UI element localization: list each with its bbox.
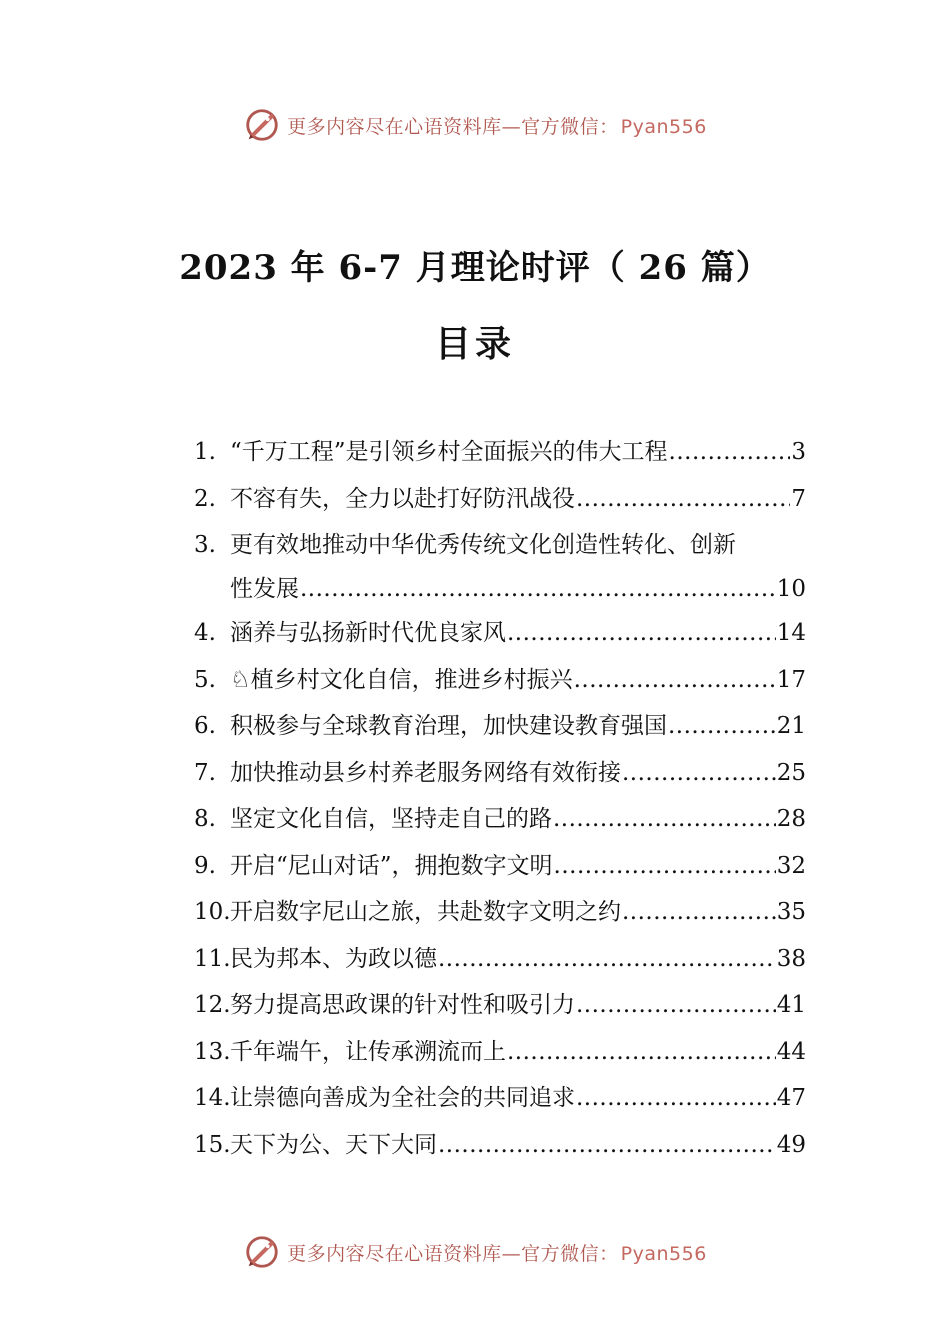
toc-entry-page: 49	[776, 1131, 806, 1158]
dot-leader	[300, 567, 776, 611]
toc-entry-title: 努力提高思政课的针对性和吸引力	[230, 992, 575, 1018]
dot-leader	[574, 658, 776, 702]
toc-entry-number: 7.	[194, 759, 216, 786]
toc-entry-page: 25	[776, 759, 806, 786]
toc-entry-title: 涵养与弘扬新时代优良家风	[230, 620, 506, 646]
toc-entry-number: 2.	[194, 485, 216, 512]
toc-entry-title: ♘植乡村文化自信，推进乡村振兴	[230, 666, 573, 693]
toc-entry-number: 6.	[194, 713, 216, 739]
toc-entry[interactable]	[194, 844, 806, 891]
toc-entry[interactable]	[194, 751, 806, 798]
toc-entry[interactable]	[194, 658, 806, 705]
toc-entry-number: 10.	[194, 899, 231, 925]
toc-entry-title: 更有效地推动中华优秀传统文化创造性转化、创新	[230, 532, 736, 558]
toc-entry-page: 7	[791, 485, 806, 512]
toc-entry-title: 开启数字尼山之旅，共赴数字文明之约	[230, 899, 621, 925]
toc-entry-page: 44	[776, 1038, 806, 1065]
document-title: 2023 年 6-7 月理论时评（ 26 篇）	[179, 248, 771, 288]
dot-leader	[576, 983, 776, 1027]
dot-leader	[438, 1123, 776, 1167]
toc-entry-title: 千年端午，让传承溯流而上	[230, 1038, 506, 1065]
toc-entry-page: 47	[776, 1085, 806, 1111]
toc-entry-title: 让崇德向善成为全社会的共同追求	[230, 1085, 575, 1111]
dot-leader	[554, 844, 776, 888]
toc-entry-number: 3.	[194, 532, 216, 558]
toc-entry-title: “千万工程”是引领乡村全面振兴的伟大工程	[230, 439, 668, 465]
toc-entry-title: 天下为公、天下大同	[230, 1131, 437, 1158]
watermark-text: 更多内容尽在心语资料库—官方微信： Pyan556	[287, 115, 707, 138]
toc-entry-page: 17	[776, 666, 806, 693]
dot-leader	[576, 1076, 776, 1120]
toc-entry[interactable]	[194, 890, 806, 937]
watermark-top	[0, 106, 950, 144]
toc-entry[interactable]	[194, 1030, 806, 1077]
toc-entry[interactable]	[194, 430, 806, 477]
toc-entry-title-continued: 性发展	[230, 576, 299, 602]
toc-entry-number: 4.	[194, 620, 216, 646]
toc-entry[interactable]	[194, 983, 806, 1030]
dot-leader	[507, 1030, 776, 1074]
toc-entry-page: 21	[776, 713, 806, 739]
toc-entry-number: 12.	[194, 992, 231, 1018]
toc-entry-page: 35	[776, 899, 806, 925]
toc-entry-number: 14.	[194, 1085, 231, 1111]
toc-entry-number: 8.	[194, 806, 216, 832]
toc-entry-page: 3	[791, 439, 806, 465]
toc-entry-title: 坚定文化自信，坚持走自己的路	[230, 806, 552, 832]
dot-leader	[622, 751, 776, 795]
pen-circle-logo-icon	[243, 1233, 281, 1271]
toc-entry[interactable]	[194, 477, 806, 524]
watermark-bottom	[0, 1233, 950, 1271]
dot-leader	[438, 937, 776, 981]
dot-leader	[553, 797, 776, 841]
dot-leader	[668, 704, 776, 748]
toc-entry[interactable]	[194, 611, 806, 658]
toc-entry-page: 10	[776, 576, 806, 602]
watermark-id: Pyan556	[620, 1242, 707, 1265]
toc-entry-title: 不容有失，全力以赴打好防汛战役	[230, 485, 575, 512]
toc-entry-page: 28	[776, 806, 806, 832]
dot-leader	[507, 611, 776, 655]
toc-entry-title: 积极参与全球教育治理，加快建设教育强国	[230, 713, 667, 739]
toc-entry-number: 13.	[194, 1038, 231, 1065]
toc-entry[interactable]	[194, 1076, 806, 1123]
toc-entry-number: 9.	[194, 852, 216, 879]
toc-entry-title: 民为邦本、为政以德	[230, 945, 437, 972]
toc-entry[interactable]	[194, 704, 806, 751]
toc-entry[interactable]	[194, 1123, 806, 1170]
toc-entry[interactable]	[194, 797, 806, 844]
toc-entry-title: 开启“尼山对话”，拥抱数字文明	[230, 852, 553, 879]
dot-leader	[622, 890, 776, 934]
toc-entry-page: 38	[776, 945, 806, 972]
toc-entry-number: 11.	[194, 945, 231, 972]
toc-entry-title: 加快推动县乡村养老服务网络有效衔接	[230, 759, 621, 786]
toc-entry-number: 5.	[194, 666, 216, 693]
toc-entry[interactable]	[194, 523, 806, 611]
pen-circle-logo-icon	[243, 106, 281, 144]
toc-entry-number: 15.	[194, 1131, 231, 1158]
toc-entry-page: 32	[776, 852, 806, 879]
watermark-text: 更多内容尽在心语资料库—官方微信： Pyan556	[287, 1242, 707, 1265]
watermark-id: Pyan556	[620, 115, 707, 138]
dot-leader	[576, 477, 790, 521]
dot-leader	[669, 430, 791, 474]
toc-entry-number: 1.	[194, 439, 216, 465]
toc-entry[interactable]	[194, 937, 806, 984]
toc-entry-page: 41	[776, 992, 806, 1018]
toc-heading: 目录	[434, 323, 515, 365]
table-of-contents	[194, 430, 806, 1169]
toc-entry-page: 14	[776, 620, 806, 646]
